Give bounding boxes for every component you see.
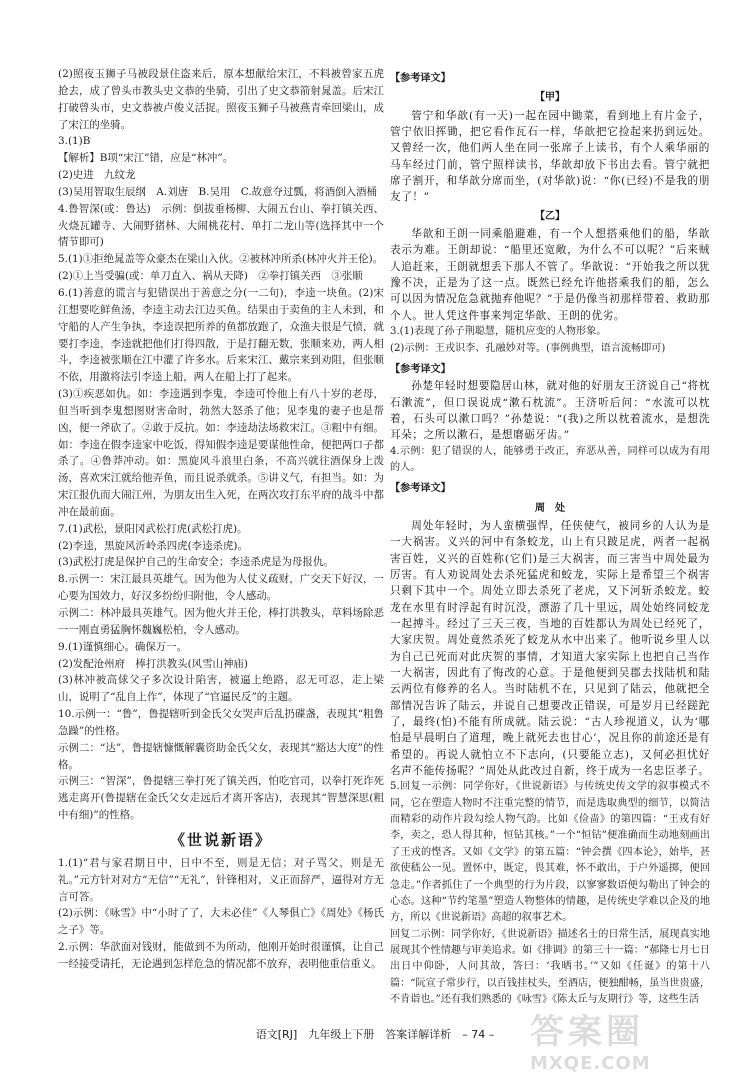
passage-jia-title: 【甲】 bbox=[534, 91, 566, 104]
answer-3-2: (2)示例：王戎识李、孔融妙对等。(事例典型，语言流畅即可) bbox=[390, 342, 666, 354]
answer-line: (2)照夜玉狮子马被段景住盗来后，原本想献给宋江，不料被曾家五虎抢去，成了曾头市教头史文恭的坐骑，引出了史文恭箭射晁盖。后宋江打破曾头市，史文恭被卢俊义活捉。照夜玉狮子马被燕青牵回梁山，成了宋江的坐骑。 bbox=[58, 68, 384, 131]
answer-line: (2)李逵，黑旋风沂岭杀四虎(李逵杀虎)。 bbox=[58, 539, 248, 552]
answer-4: 4.示例：犯了错误的人，能够勇于改正，弃恶从善，同样可以成为有用的人。 bbox=[390, 445, 710, 473]
right-column bbox=[390, 66, 710, 1008]
answer-line: 3.(1)B bbox=[58, 135, 91, 148]
answer-line: (3)吴用智取生辰纲 A.刘唐 B.吴用 C.故意夺过瓢，将酒倒入酒桶 bbox=[58, 185, 377, 198]
answer-5-reply-1: 5.回复一示例：同学你好，《世说新语》与传统史传文学的叙事模式不同，它在塑造人物时不注重完整的情节，而是选取典型的细节，以简洁而精彩的动作片段勾绘人物气韵。比如《俭啬》的第四篇：“王戎有好李，卖之，恐人得其种，恒钻其核。”一个“恒钻”便准确而生动地刻画出了王戎的悭吝。又如《文学》的第五篇：“钟会撰《四本论》，始毕，甚欲使嵇公一见。置怀中，既定，畏其难，怀不敢出，于户外遥掷，便回急走。”作者抓住了一个典型的行为片段，以寥寥数语便勾勒出了钟会的心态。这种“节约笔墨”塑造人物整体的情趣，是传统史学难以企及的地方，所以《世说新语》高超的叙事艺术。 bbox=[390, 781, 710, 924]
answer-line: (3)武松打虎是保护自己的生命安全；李逵杀虎是为母报仇。 bbox=[58, 556, 334, 569]
answer-line: 6.(1)善意的谎言与犯错误出于善意之分(一二句)，李逵一块鱼。(2)宋江想要吃鲜鱼汤，李逵主动去江边买鱼。结果由于卖鱼的主人未到，和守船的人产生争执，李逵误把所养的鱼都放跑了，众渔夫很是气愤，就要打李逵，李逵就把他们打得四散，于是打翻无数，张顺来劝，两人相斗，李逵被张顺在江中灌了许多水。后来宋江、戴宗来到劝阻，但张顺不依，用激将法引李逵上船，两人在船上打了起来。 bbox=[58, 286, 384, 384]
section-answer-line: 1.(1)“君与家君期日中，日中不至，则是无信；对子骂父，则是无礼。”元方针对对方“无信”“无礼”，针锋相对，义正而辞严，逼得对方无言可答。 bbox=[58, 856, 384, 903]
answer-line: (2)史进 九纹龙 bbox=[58, 169, 136, 182]
answer-line: 7.(1)武松，景阳冈武松打虎(武松打虎)。 bbox=[58, 522, 248, 535]
watermark-logo bbox=[530, 1004, 710, 1074]
zhou-chu-text: 周处年轻时，为人蛮横强悍，任侠使气，被同乡的人认为是一大祸害。义兴的河中有条蛟龙，山上有只跛足虎，两者一起祸害百姓，义兴的百姓称(它们)是三大祸害，而三害当中周处最为厉害。有人劝说周处去杀死猛虎和蛟龙，实际上是希望三个祸害只剩下其中一个。周处立即去杀死了老虎，又下河斩杀蛟龙。蛟龙在水里有时浮起有时沉没，漂游了几十里远，周处始终同蛟龙一起搏斗。经过了三天三夜，当地的百姓都认为周处已经死了，大家庆贺。周处竟然杀死了蛟龙从水中出来了。他听说乡里人以为自己已死而对此庆贺的事情，才知道大家实际上也把自己当作一大祸害，因此有了悔改的心意。于是他便到吴郡去找陆机和陆云两位有修养的名人。当时陆机不在，只见到了陆云，他就把全部情况告诉了陆云，并说自己想要改正错误，可是岁月已经蹉跎了，最终(怕)不能有所成就。陆云说：“古人珍视道义，认为‘哪怕是早晨明白了道理，晚上就死去也甘心’，况且你的前途还是有希望的。再说人就怕立不下志向，(只要能立志)，又何必担忧好名声不能传扬呢？”周处从此改过自新，终于成为一名忠臣孝子。 bbox=[390, 519, 710, 778]
answer-line: 示例二：“达”，鲁提辖慷慨解囊资助金氏父女，表现其“豁达大度”的性格。 bbox=[58, 741, 384, 771]
left-column bbox=[58, 66, 384, 973]
page-footer: 语文[RJ] 九年级上下册 答案详解详析 – 74 – bbox=[255, 1028, 495, 1041]
section-title: 《世说新语》 bbox=[169, 830, 272, 849]
translation-2-text: 孙楚年轻时想要隐居山林，就对他的好朋友王济说自己“将枕石漱流”，但口误说成“漱石枕流”。王济听后问：“水流可以枕着，石头可以漱口吗？”孙楚说：“(我)之所以枕着流水，是想洗耳朵；之所以漱石，是想磨砺牙齿。” bbox=[390, 380, 710, 442]
answer-5-reply-2: 回复二示例：同学你好，《世说新语》描述名士的日常生活，展现真实地展现其个性情趣与审美追求。如《排调》的第三十一篇：“郝隆七月七日出日中仰卧，人问其故，答曰：‘我晒书。’”又如《任诞》的第十八篇：“阮宣子常步行，以百钱挂杖头，至酒店，便独酣畅，虽当世贵盛，不肯诣也。”还有我们熟悉的《咏雪》《陈太丘与友期行》等，这些生活 bbox=[390, 928, 710, 1005]
section-answer-line: 2.示例：华歆面对钱财，能做到不为所动，他刚开始时很谨慎，让自己一经接受请托，无论遇到怎样危急的情况都不放弃，表明他重信重义。 bbox=[58, 941, 384, 970]
section-answer-line: (2)示例：《咏雪》中“小时了了，大未必佳”《人琴俱亡》《周处》《杨氏之子》等。 bbox=[58, 907, 384, 937]
watermark-url: MXQE.COM bbox=[530, 1053, 651, 1074]
answer-line: 5.(1)①拒绝晁盖等众豪杰在梁山入伙。②被林冲所杀(林冲火并王伦)。 bbox=[58, 253, 384, 266]
answer-line: 8.示例一：宋江最具英雄气。因为他为人仗义疏财，广交天下好汉，一心要为国效力，好汉多纷纷归附他，令人感动。 bbox=[58, 573, 384, 603]
passage-yi-title: 【乙】 bbox=[534, 209, 566, 222]
passage-jia-text: 管宁和华歆(有一天)一起在园中锄菜，看到地上有片金子，管宁依旧挥锄，把它看作瓦石一样，华歆把它捡起来扔到远处。又曾经一次，他们两人坐在同一张席子上读书，有个人乘华丽的马车经过门前，管宁照样读书，华歆却放下书出去看。管宁就把席子割开，和华歆分席而坐，(对华歆)说：“你(已经)不是我的朋友了！” bbox=[390, 109, 710, 204]
answer-line: 【解析】B项“宋江”错，应是“林冲”。 bbox=[58, 152, 234, 165]
reference-translation-label-2: 【参考译文】 bbox=[390, 362, 451, 375]
watermark-text: 答案圈 bbox=[530, 1012, 644, 1052]
answer-line: (2)发配沧州府 棒打洪教头(风雪山神庙) bbox=[58, 657, 248, 670]
passage-yi-text: 华歆和王朗一同乘船避难，有一个人想搭乘他们的船，华歆表示为难。王朗却说：“船里还宽敞，为什么不可以呢？”后来贼人追赶来，王朗就想丢下那人不管了。华歆说：“开始我之所以犹豫不决，正是为了这一点。既然已经允许他搭乘我们的船，怎么可以因为情况危急就抛弃他呢？”于是仍像当初那样带着、救助那个人。世人凭这件事来判定华歆、王朗的优劣。 bbox=[390, 228, 710, 322]
reference-translation-label-1: 【参考译文】 bbox=[390, 72, 451, 84]
zhou-chu-title: 周 处 bbox=[534, 501, 566, 514]
answer-line: 示例二：林冲最具英雄气。因为他火并王伦，棒打洪教头，草料场除恶一一刚直勇猛胸怀魏巍松柏，令人感动。 bbox=[58, 607, 384, 636]
answer-line: 示例三：“智深”，鲁提辖三拳打死了镇关西，怕吃官司，以拳打死诈死逃走离开(鲁提辖在金氏父女走远后才离开客店)，表现其“智慧深思(粗中有细)”的性格。 bbox=[58, 775, 384, 822]
answer-line: (2)①上当受骗(或：单刀直入、祸从天降) ②拳打镇关西 ③张顺 bbox=[58, 270, 363, 283]
answer-line: (3)①疾恶如仇。如：李逵遇到李鬼，李逵可怜他上有八十岁的老母，但当听到李鬼想图财害命时，勃然大怒杀了他；见李鬼的妻子也是帮凶，便一斧砍了。②敢于反抗。如：李逵劫法场救宋江。③粗中有细。如：李逵在假李逵家中吃饭，得知假李逵是要谋他性命，便把两口子都杀了。④鲁莽冲动。如：黑旋风斗浪里白条，不高兴就往酒保身上泼汤，喜欢宋江就给他弄鱼，而且说杀就杀。⑤讲义气，有担当。如：为宋江报仇而大闹江州，为朋友出生入死，在两次攻打东平府的战斗中都冲在最前面。 bbox=[58, 388, 384, 518]
answer-line: 10.示例一：“鲁”，鲁提辖听到金氏父女哭声后乱扔碟盏，表现其“粗鲁急躁”的性格。 bbox=[58, 708, 384, 737]
answer-line: 4.鲁智深(或：鲁达) 示例：倒拔垂杨柳、大闹五台山、拳打镇关西、火烧瓦罐寺、大闹野猪林、大闹桃花村、单打二龙山等(选择其中一个情节即可) bbox=[58, 202, 384, 249]
answer-line: (3)林冲被高俅父子多次设计陷害，被逼上绝路，忍无可忍，走上梁山，说明了“乱自上作”，体现了“官逼民反”的主题。 bbox=[58, 674, 384, 704]
reference-translation-label-3: 【参考译文】 bbox=[390, 482, 451, 495]
answer-3-1: 3.(1)表现了孙子荆聪慧，随机应变的人物形象。 bbox=[390, 326, 607, 338]
answer-line: 9.(1)谨慎细心。确保万一。 bbox=[58, 640, 188, 653]
